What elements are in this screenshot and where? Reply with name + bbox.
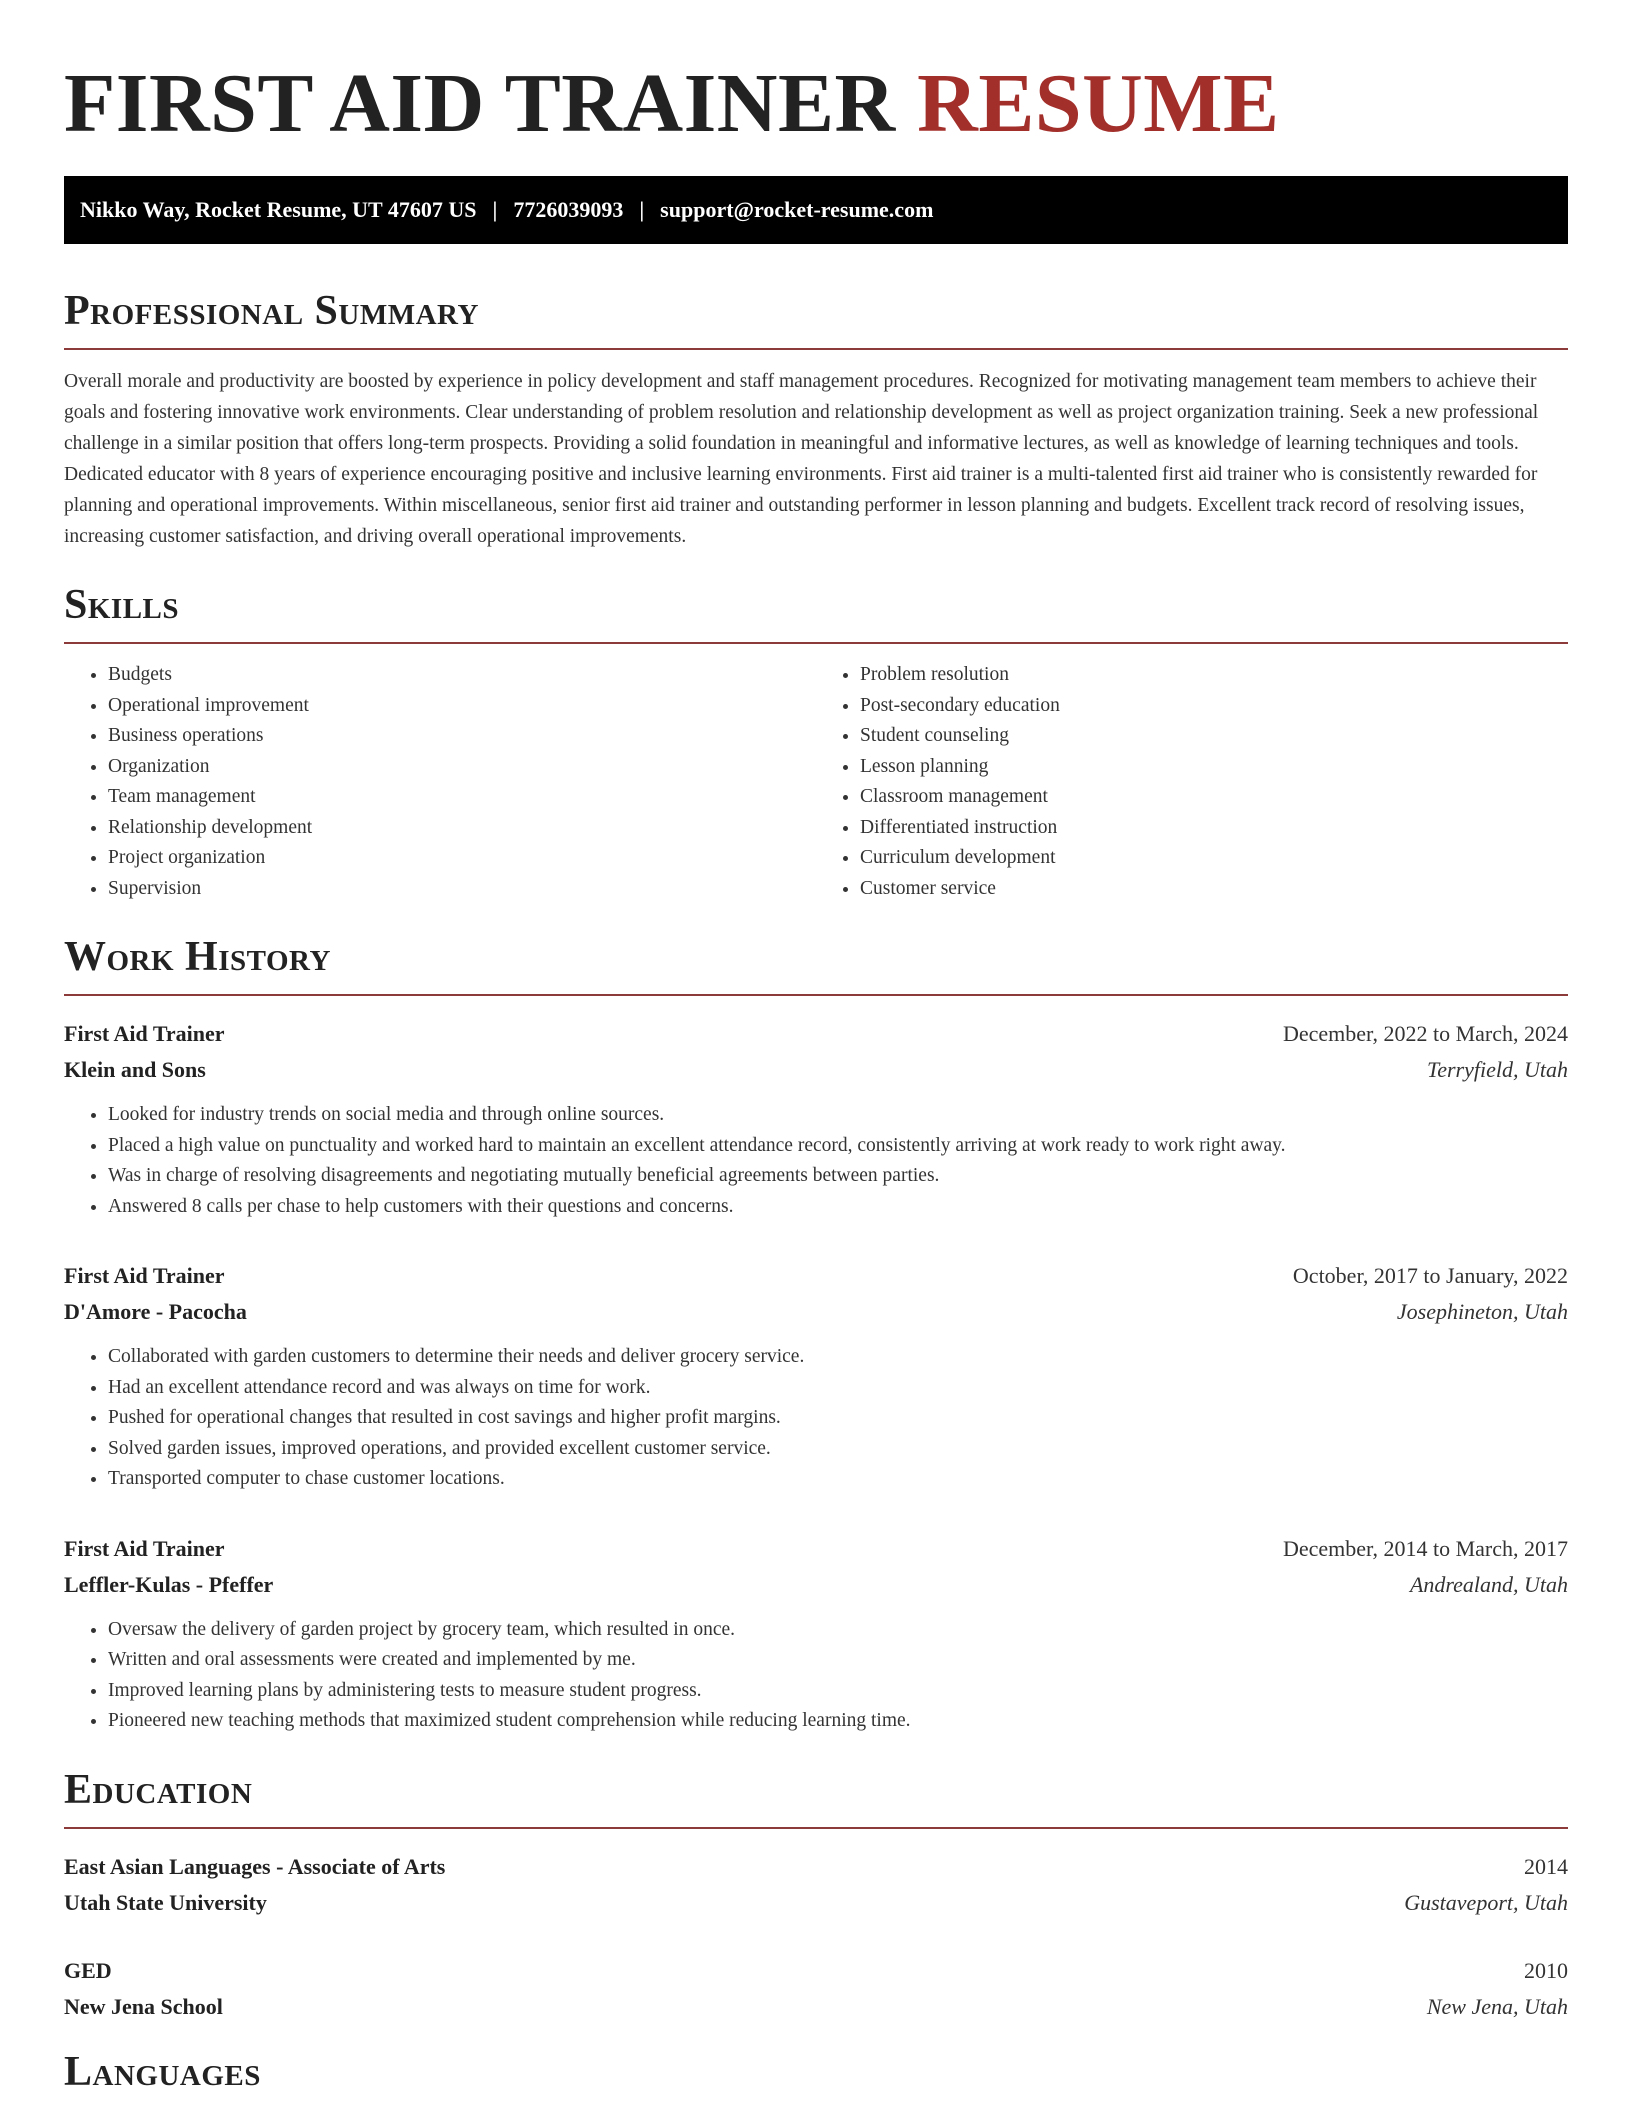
job-company: Klein and Sons (64, 1057, 206, 1082)
section-divider (64, 1827, 1568, 1829)
skill-item: • Classroom management (860, 782, 1568, 813)
education-year: 2010 (1524, 1957, 1568, 1983)
section-title-work: Work History (64, 934, 331, 980)
skills-section (64, 580, 1568, 904)
job-bullet: • Improved learning plans by administering tests to measure student progress. (108, 1676, 1568, 1707)
section-title-summary: Professional Summary (64, 288, 479, 334)
job-bullet: • Placed a high value on punctuality and worked hard to maintain an excellent attendance record, consistently arriving at work ready to work right away. (108, 1131, 1568, 1162)
skill-item: • Supervision (108, 874, 816, 905)
job-bullet: • Oversaw the delivery of garden project by grocery team, which resulted in once. (108, 1615, 1568, 1646)
job-entry (64, 1531, 1568, 1737)
skill-item: • Team management (108, 782, 816, 813)
education-school-row (64, 1885, 1568, 1921)
job-title: First Aid Trainer (64, 1535, 225, 1561)
job-header-row (64, 1258, 1568, 1294)
job-bullet: • Collaborated with garden customers to determine their needs and deliver grocery service. (108, 1342, 1568, 1373)
job-dates: October, 2017 to January, 2022 (1292, 1263, 1568, 1288)
skill-item: • Student counseling (860, 721, 1568, 752)
job-bullet: • Transported computer to chase customer locations. (108, 1464, 1568, 1495)
contact-phone[interactable]: 7726039093 (513, 197, 624, 222)
contact-separator: | (492, 197, 498, 222)
skill-item: • Customer service (860, 874, 1568, 905)
skill-item: • Business operations (108, 721, 816, 752)
job-bullets (64, 1100, 1568, 1222)
languages-section (64, 2047, 1568, 2097)
job-bullet: • Was in charge of resolving disagreements and negotiating mutually beneficial agreements between parties. (108, 1161, 1568, 1192)
skill-item: • Problem resolution (860, 660, 1568, 691)
education-year: 2014 (1524, 1853, 1568, 1879)
education-section (64, 1765, 1568, 2025)
education-entry (64, 1953, 1568, 2025)
job-entry (64, 1016, 1568, 1222)
job-bullet: • Pushed for operational changes that resulted in cost savings and higher profit margins. (108, 1403, 1568, 1434)
job-location: Andrealand, Utah (1409, 1571, 1568, 1597)
skill-item: • Budgets (108, 660, 816, 691)
skills-columns (64, 660, 1568, 904)
job-company: Leffler-Kulas - Pfeffer (64, 1571, 274, 1597)
job-bullet: • Written and oral assessments were created and implemented by me. (108, 1645, 1568, 1676)
contact-email[interactable]: support@rocket-resume.com (660, 197, 934, 222)
section-title-education: Education (64, 1766, 253, 1813)
job-company-row (64, 1052, 1568, 1088)
education-degree: GED (64, 1957, 112, 1983)
job-header-row (64, 1531, 1568, 1567)
education-degree-row (64, 1849, 1568, 1885)
section-divider (64, 348, 1568, 350)
education-school: Utah State University (64, 1889, 267, 1915)
title-main: FIRST AID TRAINER (64, 57, 896, 150)
summary-section (64, 286, 1568, 552)
skill-item: • Organization (108, 752, 816, 783)
education-entry (64, 1849, 1568, 1921)
job-location: Terryfield, Utah (1427, 1057, 1568, 1082)
job-location: Josephineton, Utah (1396, 1299, 1568, 1324)
job-title: First Aid Trainer (64, 1021, 225, 1046)
job-bullet: • Solved garden issues, improved operations, and provided excellent customer service. (108, 1434, 1568, 1465)
work-section (64, 932, 1568, 1737)
job-bullets (64, 1615, 1568, 1737)
skill-item: • Lesson planning (860, 752, 1568, 783)
job-header-row (64, 1016, 1568, 1052)
education-school: New Jena School (64, 1993, 223, 2019)
section-title-skills: Skills (64, 582, 180, 628)
skills-list-right (816, 660, 1568, 904)
skill-item: • Differentiated instruction (860, 813, 1568, 844)
education-degree: East Asian Languages - Associate of Arts (64, 1853, 446, 1879)
resume-content (64, 0, 1568, 2097)
skills-list-left (64, 660, 816, 904)
summary-text: Overall morale and productivity are boosted by experience in policy development and staff management procedures. Recognized for motivating management team members to achieve their goals and fostering innovative work environments. Clear understanding of problem resolution and relationship development as well as project organization training. Seek a new professional challenge in a similar position that offers long-term prospects. Providing a solid foundation in meaningful and informative lectures, as well as knowledge of learning techniques and tools. Dedicated educator with 8 years of experience encouraging positive and inclusive learning environments. First aid trainer is a multi-talented first aid trainer who is consistently rewarded for planning and operational improvements. Within miscellaneous, senior first aid trainer and outstanding performer in lesson planning and budgets. Excellent track record of resolving issues, increasing customer satisfaction, and driving overall operational improvements. (64, 371, 1539, 547)
contact-bar (64, 176, 1568, 244)
skill-item: • Post-secondary education (860, 691, 1568, 722)
job-company-row (64, 1294, 1568, 1330)
skill-item: • Operational improvement (108, 691, 816, 722)
job-company-row (64, 1567, 1568, 1603)
education-school-row (64, 1989, 1568, 2025)
skill-item: • Curriculum development (860, 843, 1568, 874)
section-divider (64, 642, 1568, 644)
job-dates: December, 2014 to March, 2017 (1282, 1535, 1568, 1561)
contact-address: Nikko Way, Rocket Resume, UT 47607 US (80, 197, 477, 222)
skill-item: • Relationship development (108, 813, 816, 844)
job-company: D'Amore - Pacocha (64, 1299, 247, 1324)
job-entry (64, 1258, 1568, 1495)
section-title-languages: Languages (64, 2048, 261, 2095)
job-bullet: • Pioneered new teaching methods that maximized student comprehension while reducing learning time. (108, 1706, 1568, 1737)
title-accent: RESUME (917, 57, 1280, 150)
contact-separator: | (639, 197, 645, 222)
section-divider (64, 994, 1568, 996)
resume-title (64, 58, 1568, 150)
job-bullet: • Had an excellent attendance record and was always on time for work. (108, 1373, 1568, 1404)
skill-item: • Project organization (108, 843, 816, 874)
education-location: Gustaveport, Utah (1404, 1889, 1568, 1915)
job-bullets (64, 1342, 1568, 1495)
job-dates: December, 2022 to March, 2024 (1282, 1021, 1568, 1046)
education-location: New Jena, Utah (1426, 1993, 1568, 2019)
job-bullet: • Looked for industry trends on social media and through online sources. (108, 1100, 1568, 1131)
education-degree-row (64, 1953, 1568, 1989)
job-title: First Aid Trainer (64, 1263, 225, 1288)
job-bullet: • Answered 8 calls per chase to help customers with their questions and concerns. (108, 1192, 1568, 1223)
